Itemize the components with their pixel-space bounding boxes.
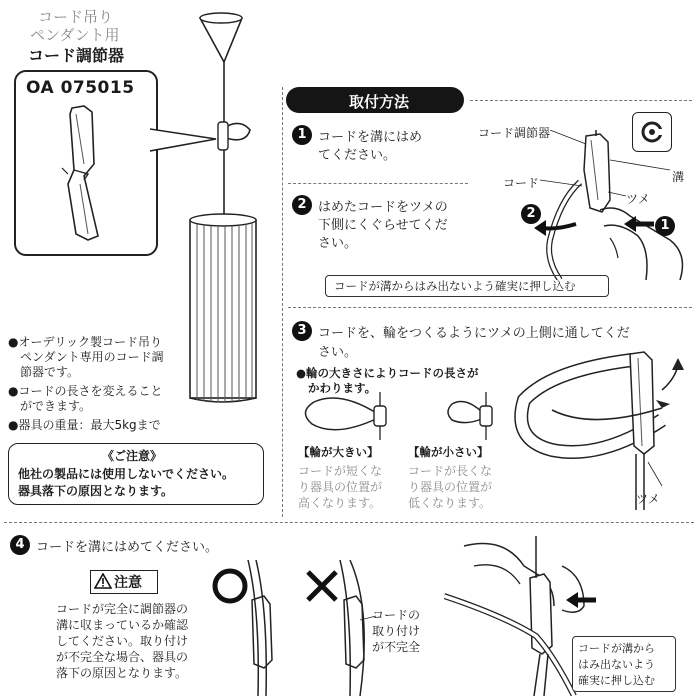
step-2-line-1: はめたコードをツメの (318, 200, 448, 215)
feature-line-6: ●器具の重量：最大5kgまで (8, 418, 161, 432)
title-line-3: コード調節器 (28, 46, 125, 65)
small-loop-line-3: 低くなります。 (408, 496, 492, 510)
arrow-1-number: 1 (655, 216, 675, 236)
warning-triangle-icon (94, 573, 112, 589)
big-loop-title: 【輪が大きい】 (298, 445, 379, 459)
loop-note-line-2: かわります。 (308, 381, 377, 395)
step-3-line-2: さい。 (318, 345, 358, 360)
ng-line-3: が不完全 (372, 640, 421, 654)
press-note-2-line-2: はみ出ないよう (578, 658, 655, 671)
big-loop-line-1: コードが短くな (298, 464, 383, 478)
small-loop-line-2: り器具の位置が (408, 480, 493, 494)
section-divider (4, 522, 694, 523)
small-loop-line-1: コードが長くな (408, 464, 493, 478)
ok-example-illustration (228, 560, 288, 696)
vertical-divider (282, 87, 283, 517)
big-loop-line-2: り器具の位置が (298, 480, 383, 494)
title-line-1: コード吊り (38, 8, 114, 26)
feature-line-2: ペンダント専用のコード調 (20, 350, 164, 364)
ng-example-illustration (320, 560, 380, 696)
warning-line-1: コードが完全に調節器の (56, 602, 189, 616)
step-1-line-1: コードを溝にはめ (318, 130, 423, 145)
warning-line-4: が不完全な場合、器具の (56, 650, 189, 664)
pendant-lamp-illustration (180, 10, 270, 410)
step-2-number: 2 (292, 195, 312, 215)
arrow-2-number: 2 (521, 204, 541, 224)
step-4-number: 4 (10, 535, 30, 555)
adjuster-illustration (54, 104, 114, 244)
heading-divider (470, 100, 692, 101)
big-loop-line-3: 高くなります。 (298, 496, 382, 510)
install-heading: 取付方法 (349, 93, 410, 111)
caution-heading: 《ご注意》 (102, 449, 163, 463)
big-loop-illustration (300, 392, 400, 440)
label-claw: ツメ (626, 192, 650, 206)
feature-line-1: ●オーデリック製コード吊り (8, 335, 162, 349)
step-2-divider (288, 307, 692, 308)
caution-line-1: 他社の製品には使用しないでください。 (18, 467, 235, 481)
feature-line-3: 節器です。 (20, 365, 80, 379)
step-3-number: 3 (292, 321, 312, 341)
ng-line-2: 取り付け (372, 624, 421, 638)
step-1-divider (288, 183, 468, 184)
small-loop-title: 【輪が小さい】 (408, 445, 489, 459)
title-line-2: ペンダント用 (30, 26, 120, 44)
label-cord: コード (503, 176, 540, 190)
step-4-text: コードを溝にはめてください。 (36, 540, 219, 555)
label-groove: 溝 (672, 170, 685, 184)
step-1-number: 1 (292, 125, 312, 145)
label-adjuster: コード調節器 (478, 126, 551, 140)
step-3-illustration (512, 350, 697, 510)
small-loop-illustration (440, 392, 500, 440)
step-2-line-2: 下側にくぐらせてくだ (318, 218, 448, 233)
feature-line-5: ができます。 (20, 399, 92, 413)
press-note-2-line-3: 確実に押し込む (578, 674, 655, 687)
ng-line-1: コードの (372, 608, 421, 622)
press-note-2-line-1: コードが溝から (578, 642, 655, 655)
product-code: OA 075015 (26, 78, 135, 98)
caution-line-2: 器具落下の原因となります。 (18, 484, 174, 498)
step-1-line-2: てください。 (318, 148, 397, 163)
step-3-line-1: コードを、輪をつくるようにツメの上側に通してくだ (318, 326, 630, 341)
press-note: コードが溝からはみ出ないよう確実に押し込む (334, 279, 576, 293)
loop-note-line-1: ●輪の大きさによりコードの長さが (296, 366, 479, 380)
warning-line-5: 落下の原因となります。 (56, 666, 188, 680)
label-claw-step-3: ツメ (636, 492, 660, 506)
warning-line-3: してください。取り付け (56, 634, 189, 648)
warning-line-2: 溝に収まっているか確認 (56, 618, 189, 632)
warning-title: 注意 (114, 575, 142, 591)
step-1-2-illustration (520, 130, 690, 280)
feature-line-4: ●コードの長さを変えること (8, 384, 163, 398)
step-2-line-3: さい。 (318, 236, 358, 251)
